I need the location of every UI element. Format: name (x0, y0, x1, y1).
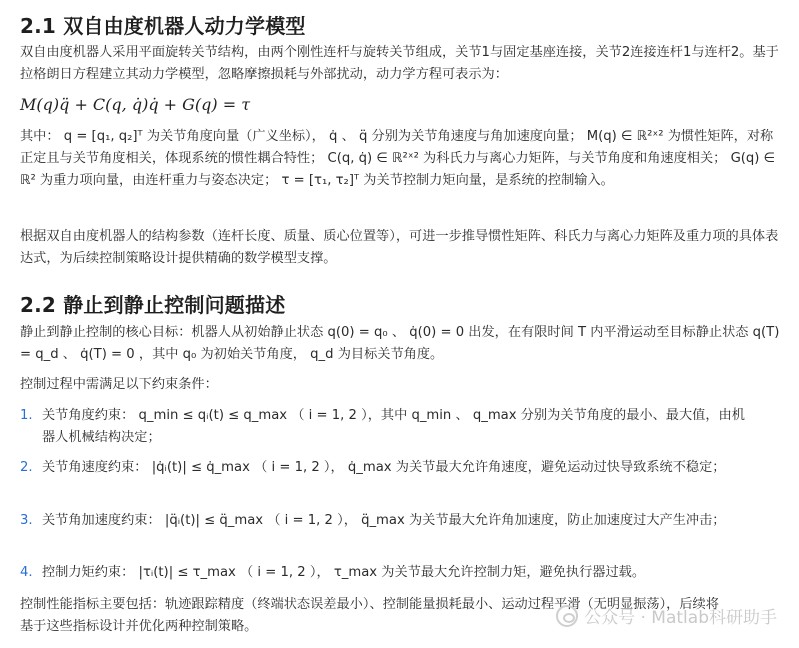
list-number: 1. (20, 408, 33, 423)
section-1-closing-paragraph: 根据双自由度机器人的结构参数（连杆长度、质量、质心位置等），可进一步推导惯性矩阵、科氏力与离心力矩阵及重力项的具体表达式，为后续控制策略设计提供精确的数学模型支撑。 (20, 229, 779, 266)
constraints-intro: 控制过程中需满足以下约束条件： (20, 377, 218, 392)
section-heading-2-1: 2.1 双自由度机器人动力学模型 (20, 14, 306, 38)
metrics-paragraph: 控制性能指标主要包括：轨迹跟踪精度（终端状态误差最小）、控制能量损耗最小、运动过程平滑（无明显振荡），后续将基于这些指标设计并优化两种控制策略。 (20, 597, 719, 634)
list-number: 2. (20, 460, 33, 475)
section-heading-2-2: 2.2 静止到静止控制问题描述 (20, 293, 286, 317)
list-number: 4. (20, 565, 33, 580)
list-number: 3. (20, 513, 33, 528)
list-item-text: 控制力矩约束： |τᵢ(t)| ≤ τ_max （ i = 1, 2 ）， τ_max 为关节最大允许控制力矩，避免执行器过载。 (42, 565, 646, 580)
section-1-intro: 双自由度机器人采用平面旋转关节结构，由两个刚性连杆与旋转关节组成，关节1与固定基座连接，关节2连接连杆1与连杆2。基于拉格朗日方程建立其动力学模型，忽略摩擦损耗与外部扰动，动力学方程可表示为： (20, 45, 779, 82)
section-2-goal-paragraph: 静止到静止控制的核心目标：机器人从初始静止状态 q(0) = q₀ 、 q̇(0) = 0 出发，在有限时间 T 内平滑运动至目标静止状态 q(T) = q_d 、 q̇(T) = 0 ，其中 q₀ 为初始关节角度， q_d 为目标关节角度。 (20, 325, 780, 362)
list-item-text: 关节角速度约束： |q̇ᵢ(t)| ≤ q̇_max （ i = 1, 2 ）， q̇_max 为关节最大允许角速度，避免运动过快导致系统不稳定； (42, 460, 726, 475)
list-item-text: 关节角度约束： q_min ≤ qᵢ(t) ≤ q_max （ i = 1, 2 ），其中 q_min 、 q_max 分别为关节角度的最小、最大值，由机器人机械结构决定； (42, 408, 745, 445)
wechat-icon (556, 605, 578, 627)
section-1-where-paragraph: 其中： q = [q₁, q₂]ᵀ 为关节角度向量（广义坐标）， q̇ 、 q̈ 分别为关节角速度与角加速度向量； M(q) ∈ ℝ²ˣ² 为惯性矩阵，对称正定且与关节角度相关，体现系统的惯性耦合特性； C(q, q̇) ∈ ℝ²ˣ² 为科氏力与离心力矩阵，与关节角度和角速度相关； G(q) ∈ ℝ² 为重力项向量，由连杆重力与姿态决定； τ = [τ₁, τ₂]ᵀ 为关节控制力矩向量，是系统的控制输入。 (20, 129, 776, 188)
watermark-text: 公众号 · Matlab科研助手 (584, 608, 777, 628)
dynamics-equation: M(q)q̈ + C(q, q̇)q̇ + G(q) = τ (20, 95, 251, 114)
list-item-text: 关节角加速度约束： |q̈ᵢ(t)| ≤ q̈_max （ i = 1, 2 ）， q̈_max 为关节最大允许角加速度，防止加速度过大产生冲击； (42, 513, 726, 528)
watermark (556, 603, 777, 628)
